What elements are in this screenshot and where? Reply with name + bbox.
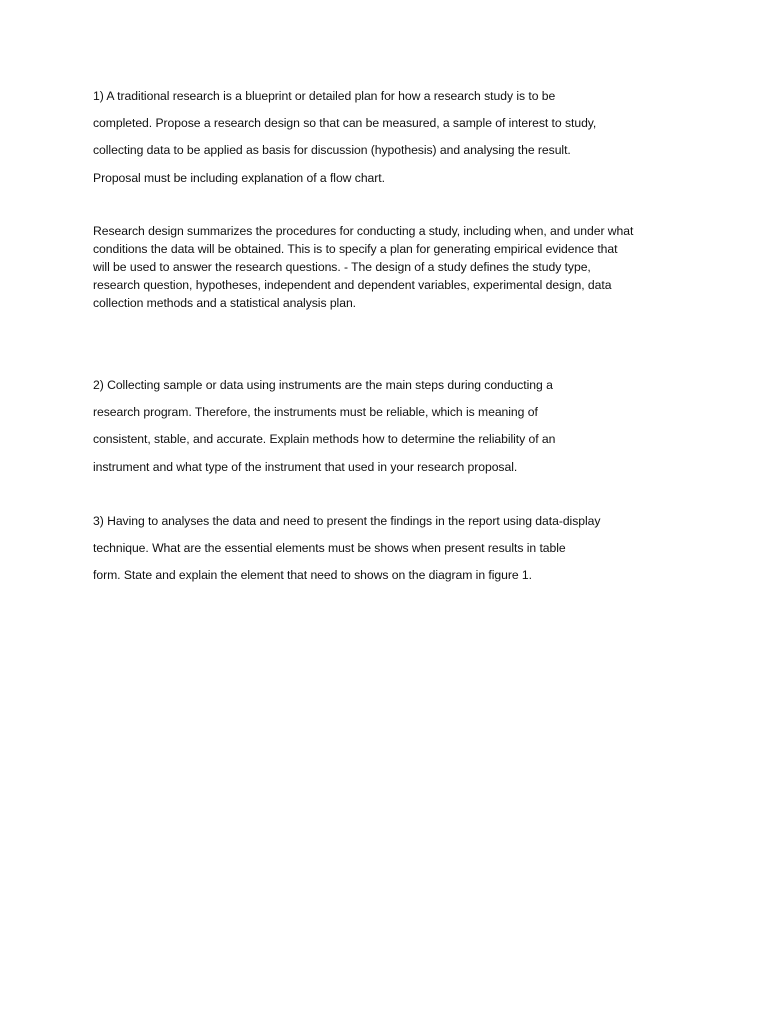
text-line: will be used to answer the research questions. - The design of a study defines the study type, [93, 260, 591, 274]
question-3-paragraph [93, 513, 693, 595]
text-line: Research design summarizes the procedures for conducting a study, including when, and under what [93, 224, 634, 238]
text-line: 2) Collecting sample or data using instruments are the main steps during conducting a [93, 378, 553, 392]
text-line: collection methods and a statistical analysis plan. [93, 296, 357, 310]
text-line: Proposal must be including explanation of a flow chart. [93, 170, 385, 185]
text-line: research program. Therefore, the instruments must be reliable, which is meaning of [93, 405, 538, 420]
text-line: technique. What are the essential elements must be shows when present results in table [93, 541, 566, 556]
text-line: consistent, stable, and accurate. Explain methods how to determine the reliability of an [93, 432, 556, 447]
text-line: research question, hypotheses, independent and dependent variables, experimental design, data [93, 278, 612, 292]
question-2-paragraph [93, 377, 693, 486]
text-line: completed. Propose a research design so that can be measured, a sample of interest to study, [93, 116, 597, 131]
text-line: instrument and what type of the instrument that used in your research proposal. [93, 459, 518, 474]
text-line: conditions the data will be obtained. This is to specify a plan for generating empirical evidence that [93, 242, 618, 256]
text-line: form. State and explain the element that need to shows on the diagram in figure 1. [93, 568, 532, 583]
question-1-paragraph [93, 88, 693, 197]
answer-1-paragraph [93, 223, 693, 313]
text-line: 1) A traditional research is a blueprint or detailed plan for how a research study is to be [93, 89, 556, 103]
text-line: collecting data to be applied as basis for discussion (hypothesis) and analysing the result. [93, 143, 571, 158]
text-line: 3) Having to analyses the data and need to present the findings in the report using data-display [93, 514, 601, 528]
